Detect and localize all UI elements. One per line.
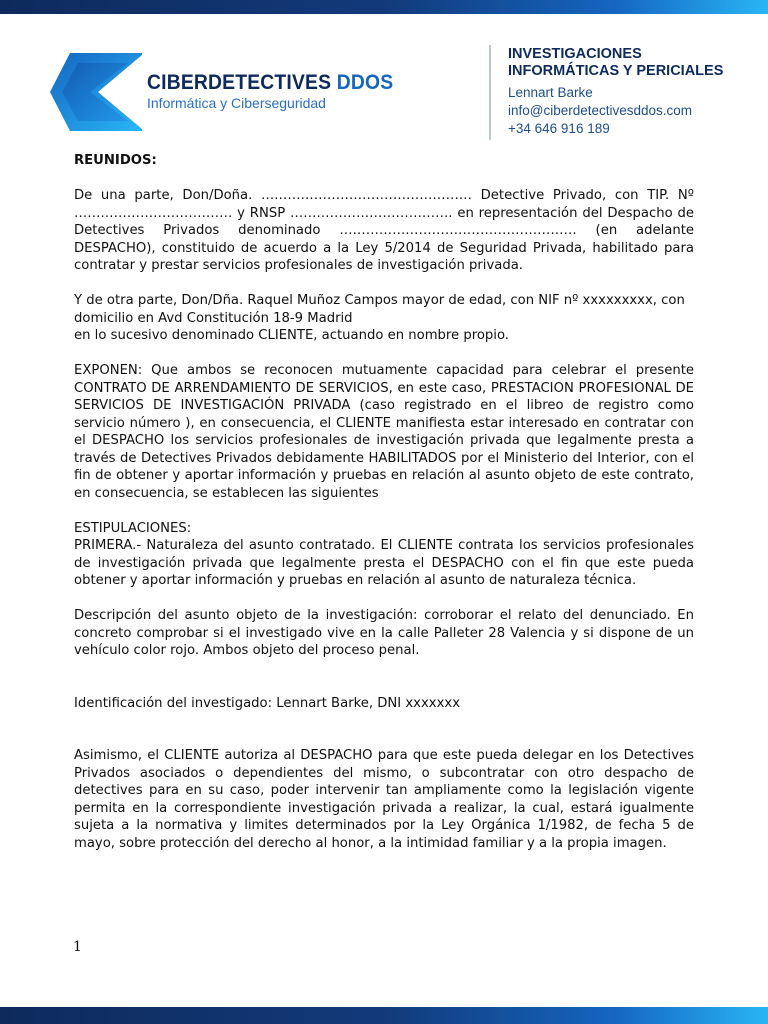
brand-name (147, 71, 393, 95)
paragraph-identificacion: Identificación del investigado: Lennart Barke, DNI xxxxxxx (74, 695, 461, 711)
brand-name-accent: DDOS (336, 71, 394, 94)
brand-name-main: CIBERDETECTIVES (147, 71, 332, 94)
bottom-accent-bar (0, 1007, 768, 1024)
paragraph-parte-uno: De una parte, Don/Doña. ………………………………………… Detective Privado, con TIP. Nº ……………………………… y RNSP ………………………………. en representación del Despacho de Detectives Privados denominado ……………………………………………… (en adelante DESPACHO), constituido de acuerdo a la Ley 5/2014 de Seguridad Privada, habilitado para contratar y prestar servicios profesionales de investigación privada. (74, 188, 694, 273)
contact-block (508, 46, 723, 138)
contact-email[interactable]: info@ciberdetectivesddos.com (508, 103, 693, 118)
estipulaciones-heading: ESTIPULACIONES: (74, 520, 192, 536)
contact-heading-1: INVESTIGACIONES (508, 46, 642, 62)
paragraph-parte-dos-a: Y de otra parte, Don/Dña. Raquel Muñoz Campos mayor de edad, con NIF nº xxxxxxxxx, con domicilio en Avd Constitución 18-9 Madrid (74, 293, 685, 326)
paragraph-parte-dos-b: en lo sucesivo denominado CLIENTE, actuando en nombre propio. (74, 328, 509, 343)
paragraph-primera: PRIMERA.- Naturaleza del asunto contratado. El CLIENTE contrata los servicios profesionales de investigación privada que legalmente presta el DESPACHO con el fin que este pueda obtener y aportar información y pruebas en relación al asunto de naturaleza técnica. (74, 538, 694, 588)
brand-tagline: Informática y Ciberseguridad (147, 95, 326, 111)
top-accent-bar (0, 0, 768, 14)
paragraph-exponen: EXPONEN: Que ambos se reconocen mutuamente capacidad para celebrar el presente CONTRATO DE ARRENDAMIENTO DE SERVICIOS, en este caso, PRESTACION PROFESIONAL DE SERVICIOS DE INVESTIGACIÓN PRIVADA (caso registrado en el libreo de registro como servicio número ), en consecuencia, el CLIENTE manifiesta estar interesado en contratar con el DESPACHO los servicios profesionales de investigación privada que legalmente presta a través de Detectives Privados debidamente HABILITADOS por el Ministerio del Interior, con el fin de obtener y aportar información y pruebas en relación al asunto objeto de este contrato, en consecuencia, se establecen las siguientes (74, 363, 694, 501)
contact-phone[interactable]: +34 646 916 189 (508, 121, 610, 136)
page-number: 1 (73, 939, 82, 955)
contract-body (74, 152, 694, 852)
reunidos-heading: REUNIDOS: (74, 153, 157, 168)
contact-heading-2: INFORMÁTICAS Y PERICIALES (508, 63, 724, 79)
paragraph-descripcion: Descripción del asunto objeto de la investigación: corroborar el relato del denunciado. En concreto comprobar si el investigado vive en la calle Palleter 28 Valencia y si dispone de un vehículo color rojo. Ambos objeto del proceso penal. (74, 608, 694, 658)
header-divider (489, 45, 491, 140)
logo-chevron-icon (50, 53, 142, 131)
contact-name: Lennart Barke (508, 85, 593, 100)
paragraph-asimismo: Asimismo, el CLIENTE autoriza al DESPACHO para que este pueda delegar en los Detectives Privados asociados o dependientes del mismo, o subcontratar con otro despacho de detectives para en su caso, poder intervenir tan ampliamente como la legislación vigente permita en la correspondiente investigación privada a realizar, la cual, estará igualmente sujeta a la normativa y limites determinados por la Ley Orgánica 1/1982, de fecha 5 de mayo, sobre protección del derecho al honor, a la intimidad familiar y a la propia imagen. (74, 748, 694, 851)
